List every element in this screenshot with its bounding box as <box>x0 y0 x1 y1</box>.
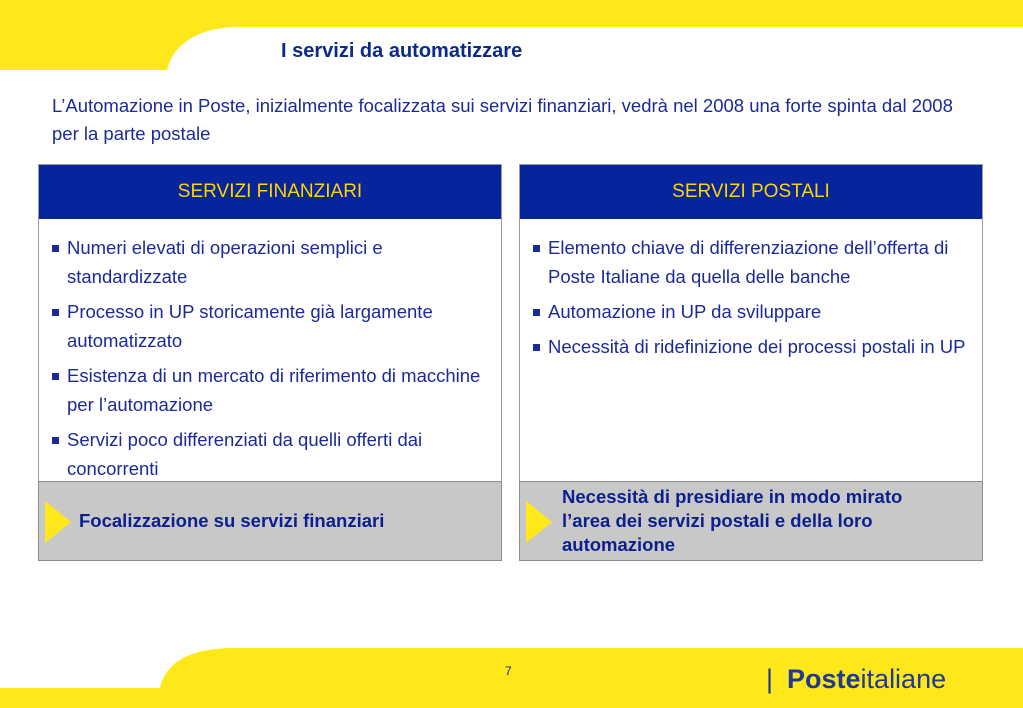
financial-services-list <box>39 221 501 483</box>
list-item: Servizi poco differenziati da quelli offerti dai concorrenti <box>49 425 491 483</box>
bullet-square-icon <box>533 344 540 351</box>
list-item: Automazione in UP da sviluppare <box>530 297 972 326</box>
list-item: Elemento chiave di differenziazione dell’offerta di Poste Italiane da quella delle banche <box>530 233 972 291</box>
poste-italiane-logo <box>766 664 946 695</box>
list-item: Esistenza di un mercato di riferimento di macchine per l’automazione <box>49 361 491 419</box>
bullet-square-icon <box>52 245 59 252</box>
postal-conclusion-text: Necessità di presidiare in modo mirato l’area dei servizi postali e della loro automazione <box>562 486 903 555</box>
postal-services-list <box>520 221 982 361</box>
bullet-square-icon <box>533 245 540 252</box>
financial-conclusion-box <box>38 481 502 561</box>
arrow-right-icon <box>45 501 71 543</box>
bullet-square-icon <box>52 373 59 380</box>
bullet-square-icon <box>52 309 59 316</box>
postal-services-header: SERVIZI POSTALI <box>520 165 982 221</box>
financial-conclusion-text: Focalizzazione su servizi finanziari <box>79 510 385 531</box>
postal-services-panel <box>519 164 983 482</box>
page-number: 7 <box>505 664 512 678</box>
bullet-square-icon <box>533 309 540 316</box>
logo-poste: Poste <box>787 664 861 694</box>
logo-separator: | <box>766 664 774 694</box>
arrow-right-icon <box>526 501 552 543</box>
financial-services-header: SERVIZI FINANZIARI <box>39 165 501 221</box>
list-item: Processo in UP storicamente già largamente automatizzato <box>49 297 491 355</box>
postal-conclusion-box <box>519 481 983 561</box>
list-item: Necessità di ridefinizione dei processi postali in UP <box>530 332 972 361</box>
slide-title: I servizi da automatizzare <box>281 40 523 62</box>
list-item: Numeri elevati di operazioni semplici e standardizzate <box>49 233 491 291</box>
intro-paragraph: L’Automazione in Poste, inizialmente focalizzata sui servizi finanziari, vedrà nel 2008 una forte spinta dal 2008 per la parte postale <box>52 95 953 144</box>
logo-italiane: italiane <box>860 664 947 694</box>
financial-services-panel <box>38 164 502 482</box>
bullet-square-icon <box>52 437 59 444</box>
